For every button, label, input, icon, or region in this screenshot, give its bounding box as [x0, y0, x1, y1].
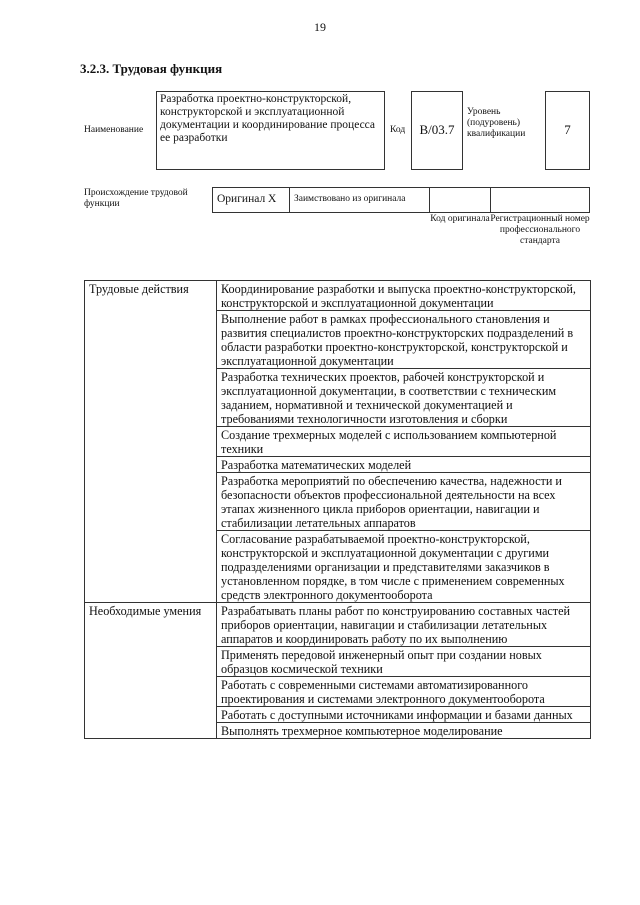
level-value: 7 — [564, 122, 571, 137]
origin-borrowed: Заимствовано из оригинала — [294, 194, 406, 204]
origin-code-cell — [429, 187, 491, 213]
original-code-label: Код оригинала — [430, 214, 490, 224]
labor-action: Разработка математических моделей — [217, 457, 591, 473]
labor-action: Создание трехмерных моделей с использованием компьютерной техники — [217, 427, 591, 457]
function-name-box — [156, 91, 385, 170]
labor-function-table — [84, 280, 591, 739]
required-skill: Выполнять трехмерное компьютерное моделирование — [217, 723, 591, 739]
actions-label: Трудовые действия — [85, 281, 217, 603]
required-skill: Работать с доступными источниками информации и базами данных — [217, 707, 591, 723]
code-value: B/03.7 — [419, 122, 455, 137]
labor-action: Разработка мероприятий по обеспечению качества, надежности и безопасности объектов профессиональной деятельности на всех этапах жизненного цикла приборов ориентации, навигации и стабилизации летательных аппаратов — [217, 473, 591, 531]
labor-action: Выполнение работ в рамках профессионального становления и развития специалистов проектно-конструкторских подразделений в области разработки проектно-конструкторской, конструкторской и эксплуатационной документации — [217, 311, 591, 369]
required-skill: Разрабатывать планы работ по конструированию составных частей приборов ориентации, навигации и стабилизации летательных аппаратов и координировать работу по их выполнению — [217, 603, 591, 647]
labor-action: Координирование разработки и выпуска проектно-конструкторской, конструкторской и эксплуатационной документации — [217, 281, 591, 311]
table-row — [85, 281, 591, 311]
level-label: Уровень (подуровень) квалификации — [467, 107, 526, 139]
required-skill: Применять передовой инженерный опыт при создании новых образцов космической техники — [217, 647, 591, 677]
origin-borrowed-cell — [289, 187, 430, 213]
function-name: Разработка проектно-конструкторской, конструкторской и эксплуатационной документации и координирование процесса ее разработки — [160, 93, 376, 144]
labor-action: Согласование разрабатываемой проектно-конструкторской, конструкторской и эксплуатационной документации с другими подразделениями организации и представителями заказчиков в установленном порядке, в том числе с применением современных средств электронного документооборота — [217, 531, 591, 603]
level-box — [545, 91, 590, 170]
reg-number-label: Регистрационный номер профессионального стандарта — [490, 214, 590, 246]
origin-original-cell — [212, 187, 290, 213]
labor-action: Разработка технических проектов, рабочей конструкторской и эксплуатационной документации, в соответствии с техническим заданием, нормативной и технической документацией и требованиями технологичности изготовления и сборки — [217, 369, 591, 427]
code-label: Код — [390, 125, 406, 135]
code-box — [411, 91, 463, 170]
section-title: 3.2.3. Трудовая функция — [80, 61, 223, 76]
name-label: Наименование — [84, 125, 144, 135]
origin-original: Оригинал X — [217, 193, 277, 205]
table-row — [85, 603, 591, 647]
origin-reg-cell — [490, 187, 590, 213]
required-skill: Работать с современными системами автоматизированного проектирования и системами электронного документооборота — [217, 677, 591, 707]
origin-label: Происхождение трудовой функции — [84, 188, 188, 209]
skills-label: Необходимые умения — [85, 603, 217, 739]
page-number: 19 — [314, 20, 326, 34]
